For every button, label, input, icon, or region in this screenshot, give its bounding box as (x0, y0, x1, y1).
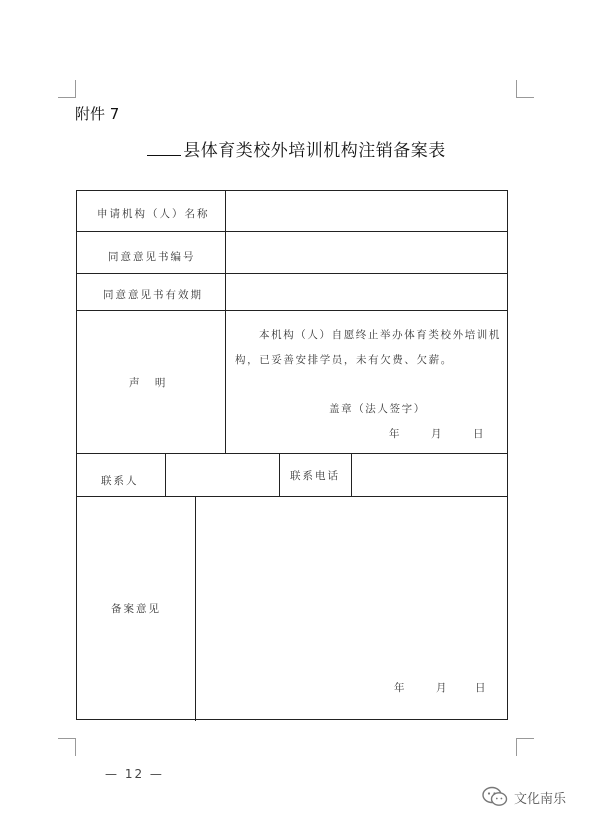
page-number: — 12 — (105, 767, 164, 781)
contact-person-field[interactable] (166, 454, 278, 495)
declaration-line-2: 构，已妥善安排学员，未有欠费、欠薪。 (235, 354, 453, 366)
row-divider (77, 310, 507, 311)
record-date-year: 年 (394, 682, 407, 694)
declaration-date-day: 日 (473, 428, 486, 440)
contact-phone-field[interactable] (352, 454, 507, 495)
applicant-name-field[interactable] (226, 192, 507, 230)
page-title (0, 136, 593, 161)
crop-mark-bottom-left (58, 738, 76, 756)
applicant-name-label: 申请机构（人）名称 (97, 208, 210, 220)
consent-validity-field[interactable] (226, 274, 507, 309)
consent-number-field[interactable] (226, 232, 507, 272)
crop-mark-bottom-right (516, 738, 534, 756)
declaration-line-1: 本机构（人）自愿终止举办体育类校外培训机 (259, 329, 501, 341)
contact-phone-label: 联系电话 (290, 470, 340, 482)
title-text: 县体育类校外培训机构注销备案表 (183, 141, 446, 161)
seal-signature-label: 盖章（法人签字） (329, 403, 426, 415)
consent-validity-label: 同意意见书有效期 (103, 289, 203, 301)
record-date-month: 月 (436, 682, 449, 694)
contact-person-label: 联系人 (101, 475, 139, 487)
record-opinion-field[interactable] (196, 497, 507, 719)
watermark (482, 786, 566, 808)
wechat-icon (482, 786, 508, 808)
consent-number-label: 同意意见书编号 (108, 251, 196, 263)
declaration-date-month: 月 (431, 428, 444, 440)
column-divider (279, 453, 280, 496)
column-divider (225, 191, 226, 453)
declaration-date-year: 年 (389, 428, 402, 440)
watermark-text: 文化南乐 (514, 791, 567, 807)
title-blank-underline (147, 142, 181, 156)
deregistration-form (76, 190, 508, 720)
attachment-label: 附件 7 (75, 105, 120, 123)
record-date-day: 日 (475, 682, 488, 694)
crop-mark-top-left (58, 80, 76, 98)
record-opinion-label: 备案意见 (111, 603, 161, 615)
crop-mark-top-right (516, 80, 534, 98)
declaration-label: 声 明 (129, 377, 172, 389)
